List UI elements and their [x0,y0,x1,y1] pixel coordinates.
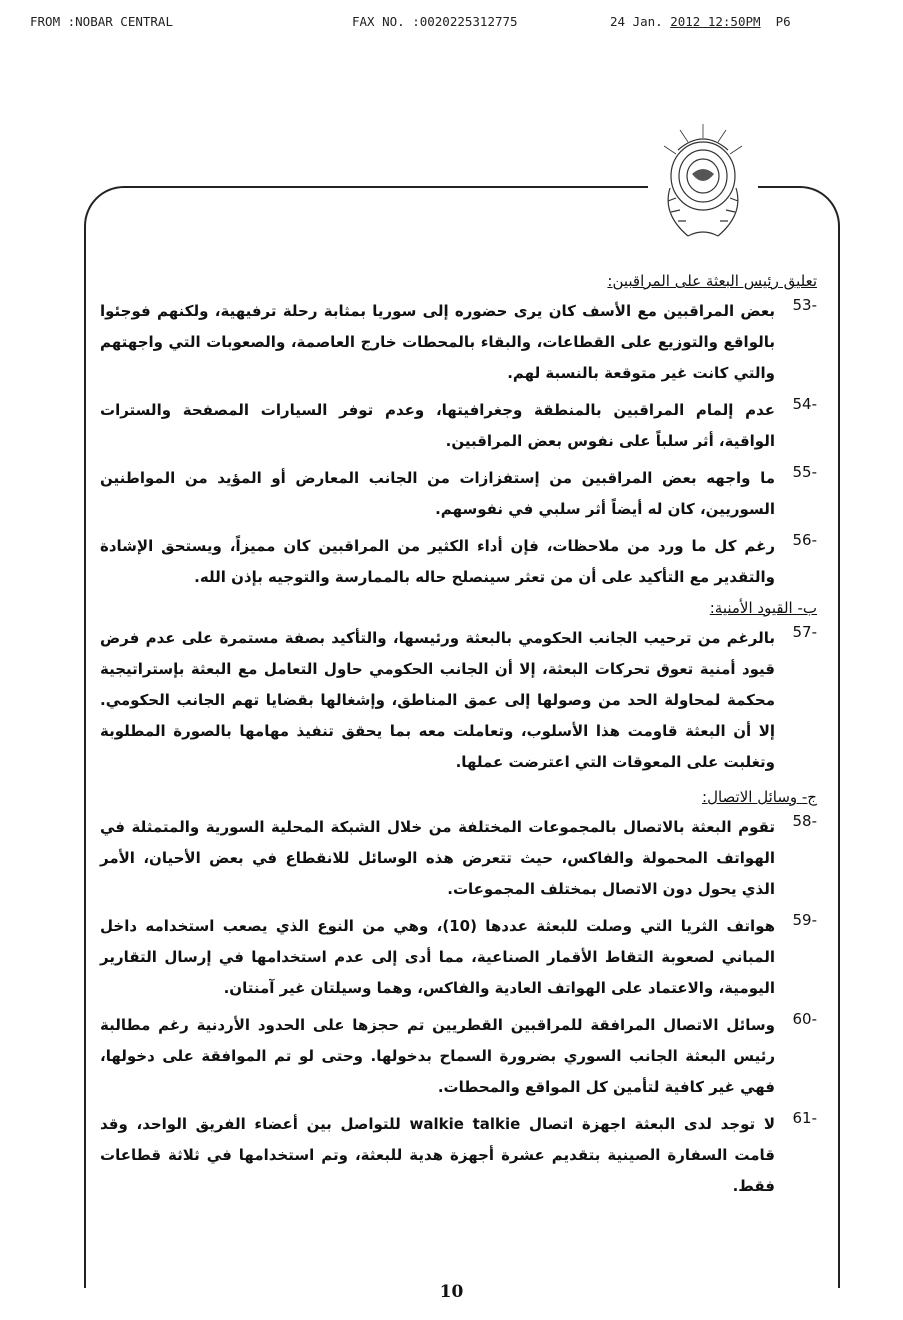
paragraph-number: 57- [792,623,817,641]
page-number: 10 [439,1282,464,1302]
paragraph-55 [100,463,817,525]
paragraph-54 [100,395,817,457]
paragraph-text: عدم إلمام المراقبين بالمنطقة وجغرافيتها، وعدم توفر السيارات المصفحة والسترات الواقية، أثر سلباً على نفوس بعض المراقبين. [100,401,775,450]
paragraph-59 [100,911,817,1004]
fax-from: FROM :NOBAR CENTRAL [30,14,173,29]
paragraph-text: بعض المراقبين مع الأسف كان يرى حضوره إلى سوريا بمثابة رحلة ترفيهية، ولكنهم فوجئوا بالواقع والتوزيع على القطاعات، والبقاء بالمحطات خارج العاصمة، والصعوبات التي واجهتهم والتي كانت غير متوقعة بالنسبة لهم. [100,302,775,382]
paragraph-number: 60- [792,1010,817,1028]
fax-date-time: 2012 12:50PM [670,14,761,29]
arab-league-emblem-icon [648,118,758,248]
paragraph-60 [100,1010,817,1103]
section-heading: ب- القيود الأمنية: [709,599,817,617]
paragraph-text: رغم كل ما ورد من ملاحظات، فإن أداء الكثير من المراقبين كان مميزاً، ويستحق الإشادة والتقدير مع التأكيد على أن من تعثر سينصلح حاله بالممارسة والتوجيه بإذن الله. [100,537,775,586]
paragraph-text: لا توجد لدى البعثة اجهزة اتصال walkie talkie للتواصل بين أعضاء الفريق الواحد، وقد قامت السفارة الصينية بتقديم عشرة أجهزة هدية للبعثة، وتم استخدامها في ثلاثة قطاعات فقط. [100,1115,775,1195]
section-communications [100,788,817,1202]
paragraph-number: 61- [792,1109,817,1127]
paragraph-number: 58- [792,812,817,830]
fax-page: P6 [775,14,791,29]
paragraph-57 [100,623,817,778]
paragraph-61 [100,1109,817,1202]
paragraph-53 [100,296,817,389]
paragraph-text: تقوم البعثة بالاتصال بالمجموعات المختلفة من خلال الشبكة المحلية السورية والمتمثلة في الهواتف المحمولة والفاكس، حيث تتعرض هذه الوسائل للانقطاع في بعض الأحيان، الأمر الذي يحول دون الاتصال بمختلف المجموعات. [100,818,775,898]
paragraph-number: 59- [792,911,817,929]
section-heading: تعليق رئيس البعثة على المراقبين: [607,272,817,290]
fax-header [30,14,843,34]
paragraph-text: هواتف الثريا التي وصلت للبعثة عددها (10)، وهي من النوع الذي يصعب استخدامه داخل المباني لصعوبة التقاط الأقمار الصناعية، مما أدى إلى عدم استخدامها في إرسال التقارير اليومية، والاعتماد على الهواتف العادية والفاكس، وهما وسيلتان غير آمنتان. [100,917,775,997]
fax-date-prefix: 24 Jan. [610,14,663,29]
paragraph-56 [100,531,817,593]
document-body [100,268,817,1208]
section-heading: ج- وسائل الاتصال: [702,788,817,806]
paragraph-text: بالرغم من ترحيب الجانب الحكومي بالبعثة ورئيسها، والتأكيد بصفة مستمرة على عدم فرض قيود أمنية تعوق تحركات البعثة، إلا أن الجانب الحكومي حاول التعامل مع البعثة بإستراتيجية محكمة لمحاولة الحد من وصولها إلى عمق المناطق، وإشغالها بقضايا تهم الجانب الحكومي. إلا أن البعثة قاومت هذا الأسلوب، وتعاملت معه بما يحقق تنفيذ مهامها بالصورة المطلوبة وتغلبت على المعوقات التي اعترضت عملها. [100,629,775,771]
section-security-restrictions [100,599,817,778]
paragraph-number: 54- [792,395,817,413]
fax-date [610,14,791,29]
section-observers [100,272,817,593]
fax-number: FAX NO. :0020225312775 [352,14,518,29]
paragraph-number: 55- [792,463,817,481]
paragraph-58 [100,812,817,905]
paragraph-text: ما واجهه بعض المراقبين من إستفزازات من الجانب المعارض أو المؤيد من المواطنين السوريين، كان له أيضاً أثر سلبي في نفوسهم. [100,469,775,518]
paragraph-text: وسائل الاتصال المرافقة للمراقبين القطريين تم حجزها على الحدود الأردنية رغم مطالبة رئيس البعثة الجانب السوري بضرورة السماح بدخولها. وحتى لو تم الموافقة على دخولها، فهي غير كافية لتأمين كل المواقع والمحطات. [100,1016,775,1096]
paragraph-number: 56- [792,531,817,549]
paragraph-number: 53- [792,296,817,314]
